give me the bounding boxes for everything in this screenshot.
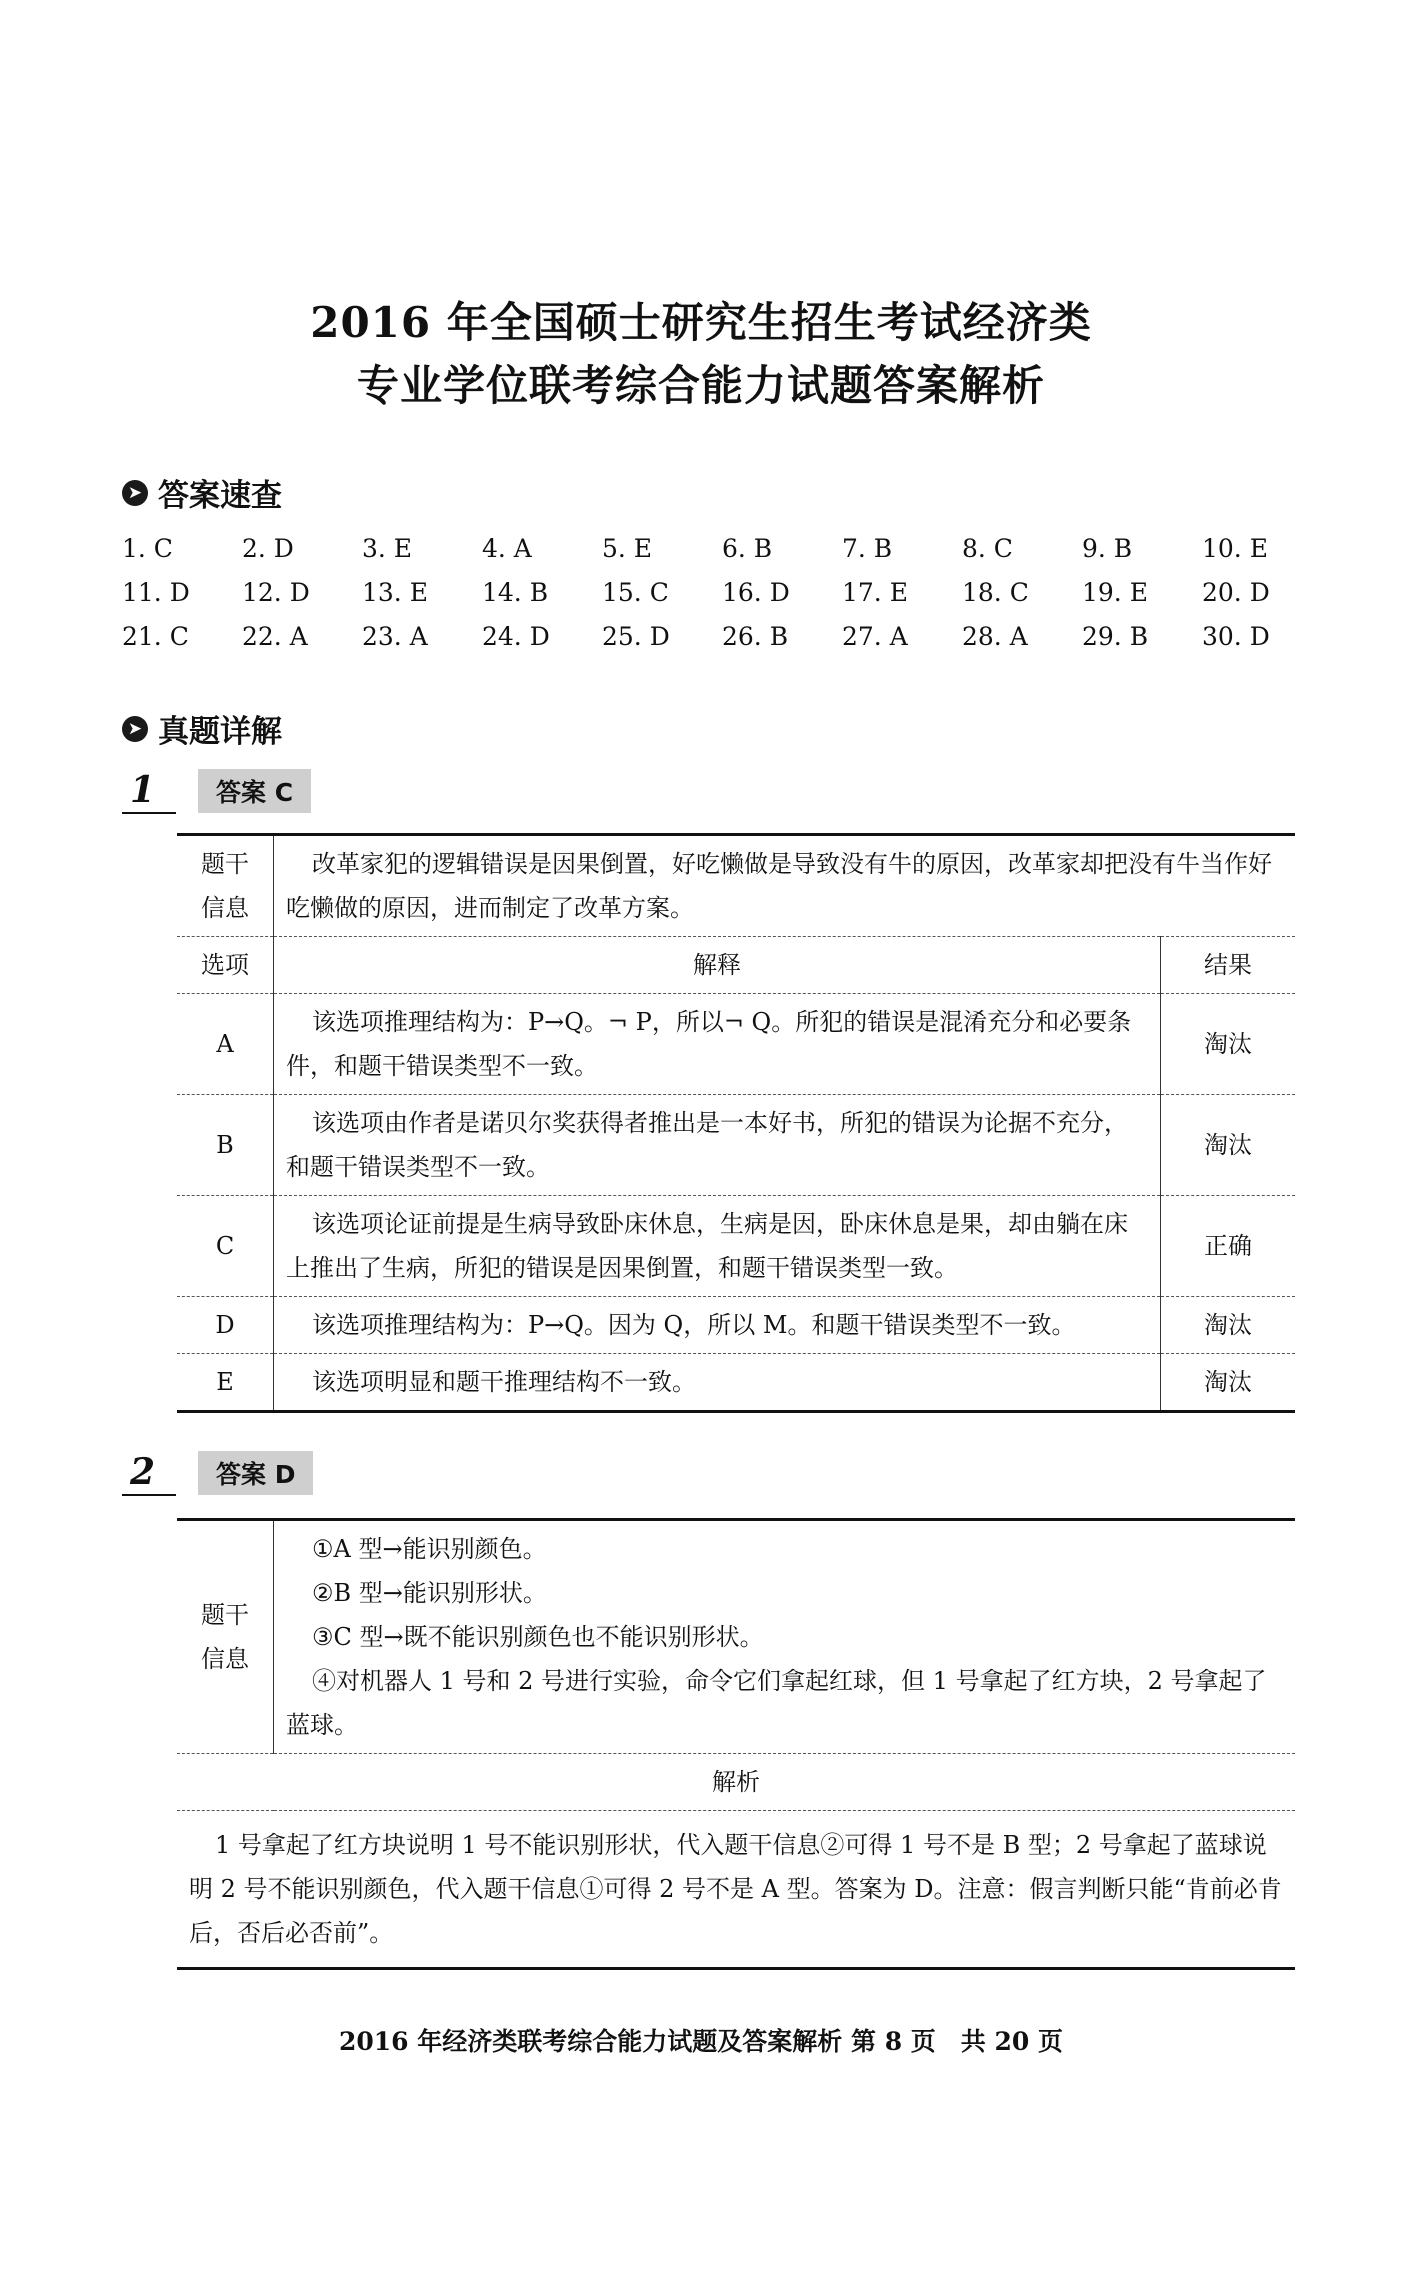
section-details [122, 706, 282, 751]
question-2-table [177, 1518, 1295, 1970]
answer-grid [122, 526, 1282, 658]
answer-row [122, 526, 1282, 570]
answer-cell: 11. D [122, 577, 190, 607]
answer-cell: 26. B [722, 621, 789, 651]
explanation-cell: 该选项推理结构为：P→Q。因为 Q，所以 M。和题干错误类型不一致。 [274, 1297, 1161, 1354]
analysis-text: 1 号拿起了红方块说明 1 号不能识别形状，代入题干信息②可得 1 号不是 B 型；2 号拿起了蓝球说明 2 号不能识别颜色，代入题干信息①可得 2 号不是 A 型。答案为 D。注意：假言判断只能“肯前必肯后，否后必否前”。 [177, 1811, 1295, 1969]
explanation-cell: 该选项推理结构为：P→Q。¬ P，所以¬ Q。所犯的错误是混淆充分和必要条件，和题干错误类型不一致。 [274, 994, 1161, 1095]
option-cell: E [177, 1354, 274, 1412]
answer-badge: 答案 C [198, 769, 311, 813]
arrow-bullet-icon: ➤ [122, 480, 148, 506]
question-1-table [177, 833, 1295, 1413]
answer-cell: 1. C [122, 533, 173, 563]
stem-item: ③C 型→既不能识别颜色也不能识别形状。 [312, 1623, 764, 1651]
stem-item: ②B 型→能识别形状。 [312, 1579, 547, 1607]
header-explanation: 解释 [274, 937, 1161, 994]
answer-cell: 22. A [242, 621, 308, 651]
option-cell: D [177, 1297, 274, 1354]
answer-cell: 14. B [482, 577, 549, 607]
answer-cell: 24. D [482, 621, 550, 651]
section-quick-answers [122, 470, 282, 515]
answer-cell: 30. D [1202, 621, 1270, 651]
explanation-cell: 该选项由作者是诺贝尔奖获得者推出是一本好书，所犯的错误为论据不充分，和题干错误类型不一致。 [274, 1095, 1161, 1196]
question-number: 1 [122, 768, 176, 814]
analysis-header: 解析 [177, 1754, 1295, 1811]
explanation-cell: 该选项明显和题干推理结构不一致。 [274, 1354, 1161, 1412]
answer-cell: 21. C [122, 621, 189, 651]
result-cell: 淘汰 [1161, 1297, 1296, 1354]
question-1-header [122, 768, 311, 814]
answer-cell: 23. A [362, 621, 428, 651]
option-cell: B [177, 1095, 274, 1196]
answer-cell: 4. A [482, 533, 532, 563]
answer-cell: 19. E [1082, 577, 1148, 607]
result-cell: 淘汰 [1161, 1095, 1296, 1196]
answer-cell: 7. B [842, 533, 893, 563]
answer-cell: 13. E [362, 577, 428, 607]
table-row [177, 994, 1295, 1095]
answer-cell: 25. D [602, 621, 670, 651]
analysis-header-row [177, 1754, 1295, 1811]
page-title-line2: 专业学位联考综合能力试题答案解析 [356, 361, 1045, 410]
result-cell: 正确 [1161, 1196, 1296, 1297]
answer-row [122, 614, 1282, 658]
option-cell: C [177, 1196, 274, 1297]
option-cell: A [177, 994, 274, 1095]
result-cell: 淘汰 [1161, 994, 1296, 1095]
answer-cell: 9. B [1082, 533, 1133, 563]
answer-row [122, 570, 1282, 614]
question-number: 2 [122, 1450, 176, 1496]
table-row [177, 1297, 1295, 1354]
stem-item: ④对机器人 1 号和 2 号进行实验，命令它们拿起红球，但 1 号拿起了红方块，2 号拿起了蓝球。 [286, 1667, 1267, 1739]
answer-cell: 5. E [602, 533, 653, 563]
answer-cell: 8. C [962, 533, 1013, 563]
header-result: 结果 [1161, 937, 1296, 994]
table-row [177, 1095, 1295, 1196]
answer-cell: 27. A [842, 621, 908, 651]
header-row [177, 937, 1295, 994]
answer-cell: 16. D [722, 577, 790, 607]
answer-badge: 答案 D [198, 1451, 313, 1495]
analysis-row [177, 1811, 1295, 1969]
stem-label: 题干 信息 [177, 835, 274, 937]
section-title: 真题详解 [158, 714, 282, 750]
stem-text: 改革家犯的逻辑错误是因果倒置，好吃懒做是导致没有牛的原因，改革家却把没有牛当作好吃懒做的原因，进而制定了改革方案。 [274, 835, 1296, 937]
answer-cell: 29. B [1082, 621, 1149, 651]
result-cell: 淘汰 [1161, 1354, 1296, 1412]
arrow-bullet-icon: ➤ [122, 716, 148, 742]
table-row [177, 1354, 1295, 1412]
stem-label: 题干 信息 [177, 1520, 274, 1754]
header-option: 选项 [177, 937, 274, 994]
stem-items [274, 1520, 1296, 1754]
answer-cell: 28. A [962, 621, 1028, 651]
explanation-cell: 该选项论证前提是生病导致卧床休息，生病是因，卧床休息是果，却由躺在床上推出了生病，所犯的错误是因果倒置，和题干错误类型一致。 [274, 1196, 1161, 1297]
answer-cell: 6. B [722, 533, 773, 563]
question-2-header [122, 1450, 313, 1496]
answer-cell: 2. D [242, 533, 294, 563]
page-title-line1: 2016 年全国硕士研究生招生考试经济类 [310, 298, 1092, 347]
stem-row [177, 835, 1295, 937]
answer-cell: 3. E [362, 533, 413, 563]
answer-cell: 17. E [842, 577, 908, 607]
section-title: 答案速查 [158, 478, 282, 514]
answer-cell: 10. E [1202, 533, 1268, 563]
answer-cell: 15. C [602, 577, 669, 607]
answer-cell: 20. D [1202, 577, 1270, 607]
stem-item: ①A 型→能识别颜色。 [312, 1535, 547, 1563]
stem-row [177, 1520, 1295, 1754]
answer-cell: 12. D [242, 577, 310, 607]
page-footer: 2016 年经济类联考综合能力试题及答案解析 第 8 页 共 20 页 [339, 2027, 1063, 2056]
table-row [177, 1196, 1295, 1297]
answer-cell: 18. C [962, 577, 1029, 607]
